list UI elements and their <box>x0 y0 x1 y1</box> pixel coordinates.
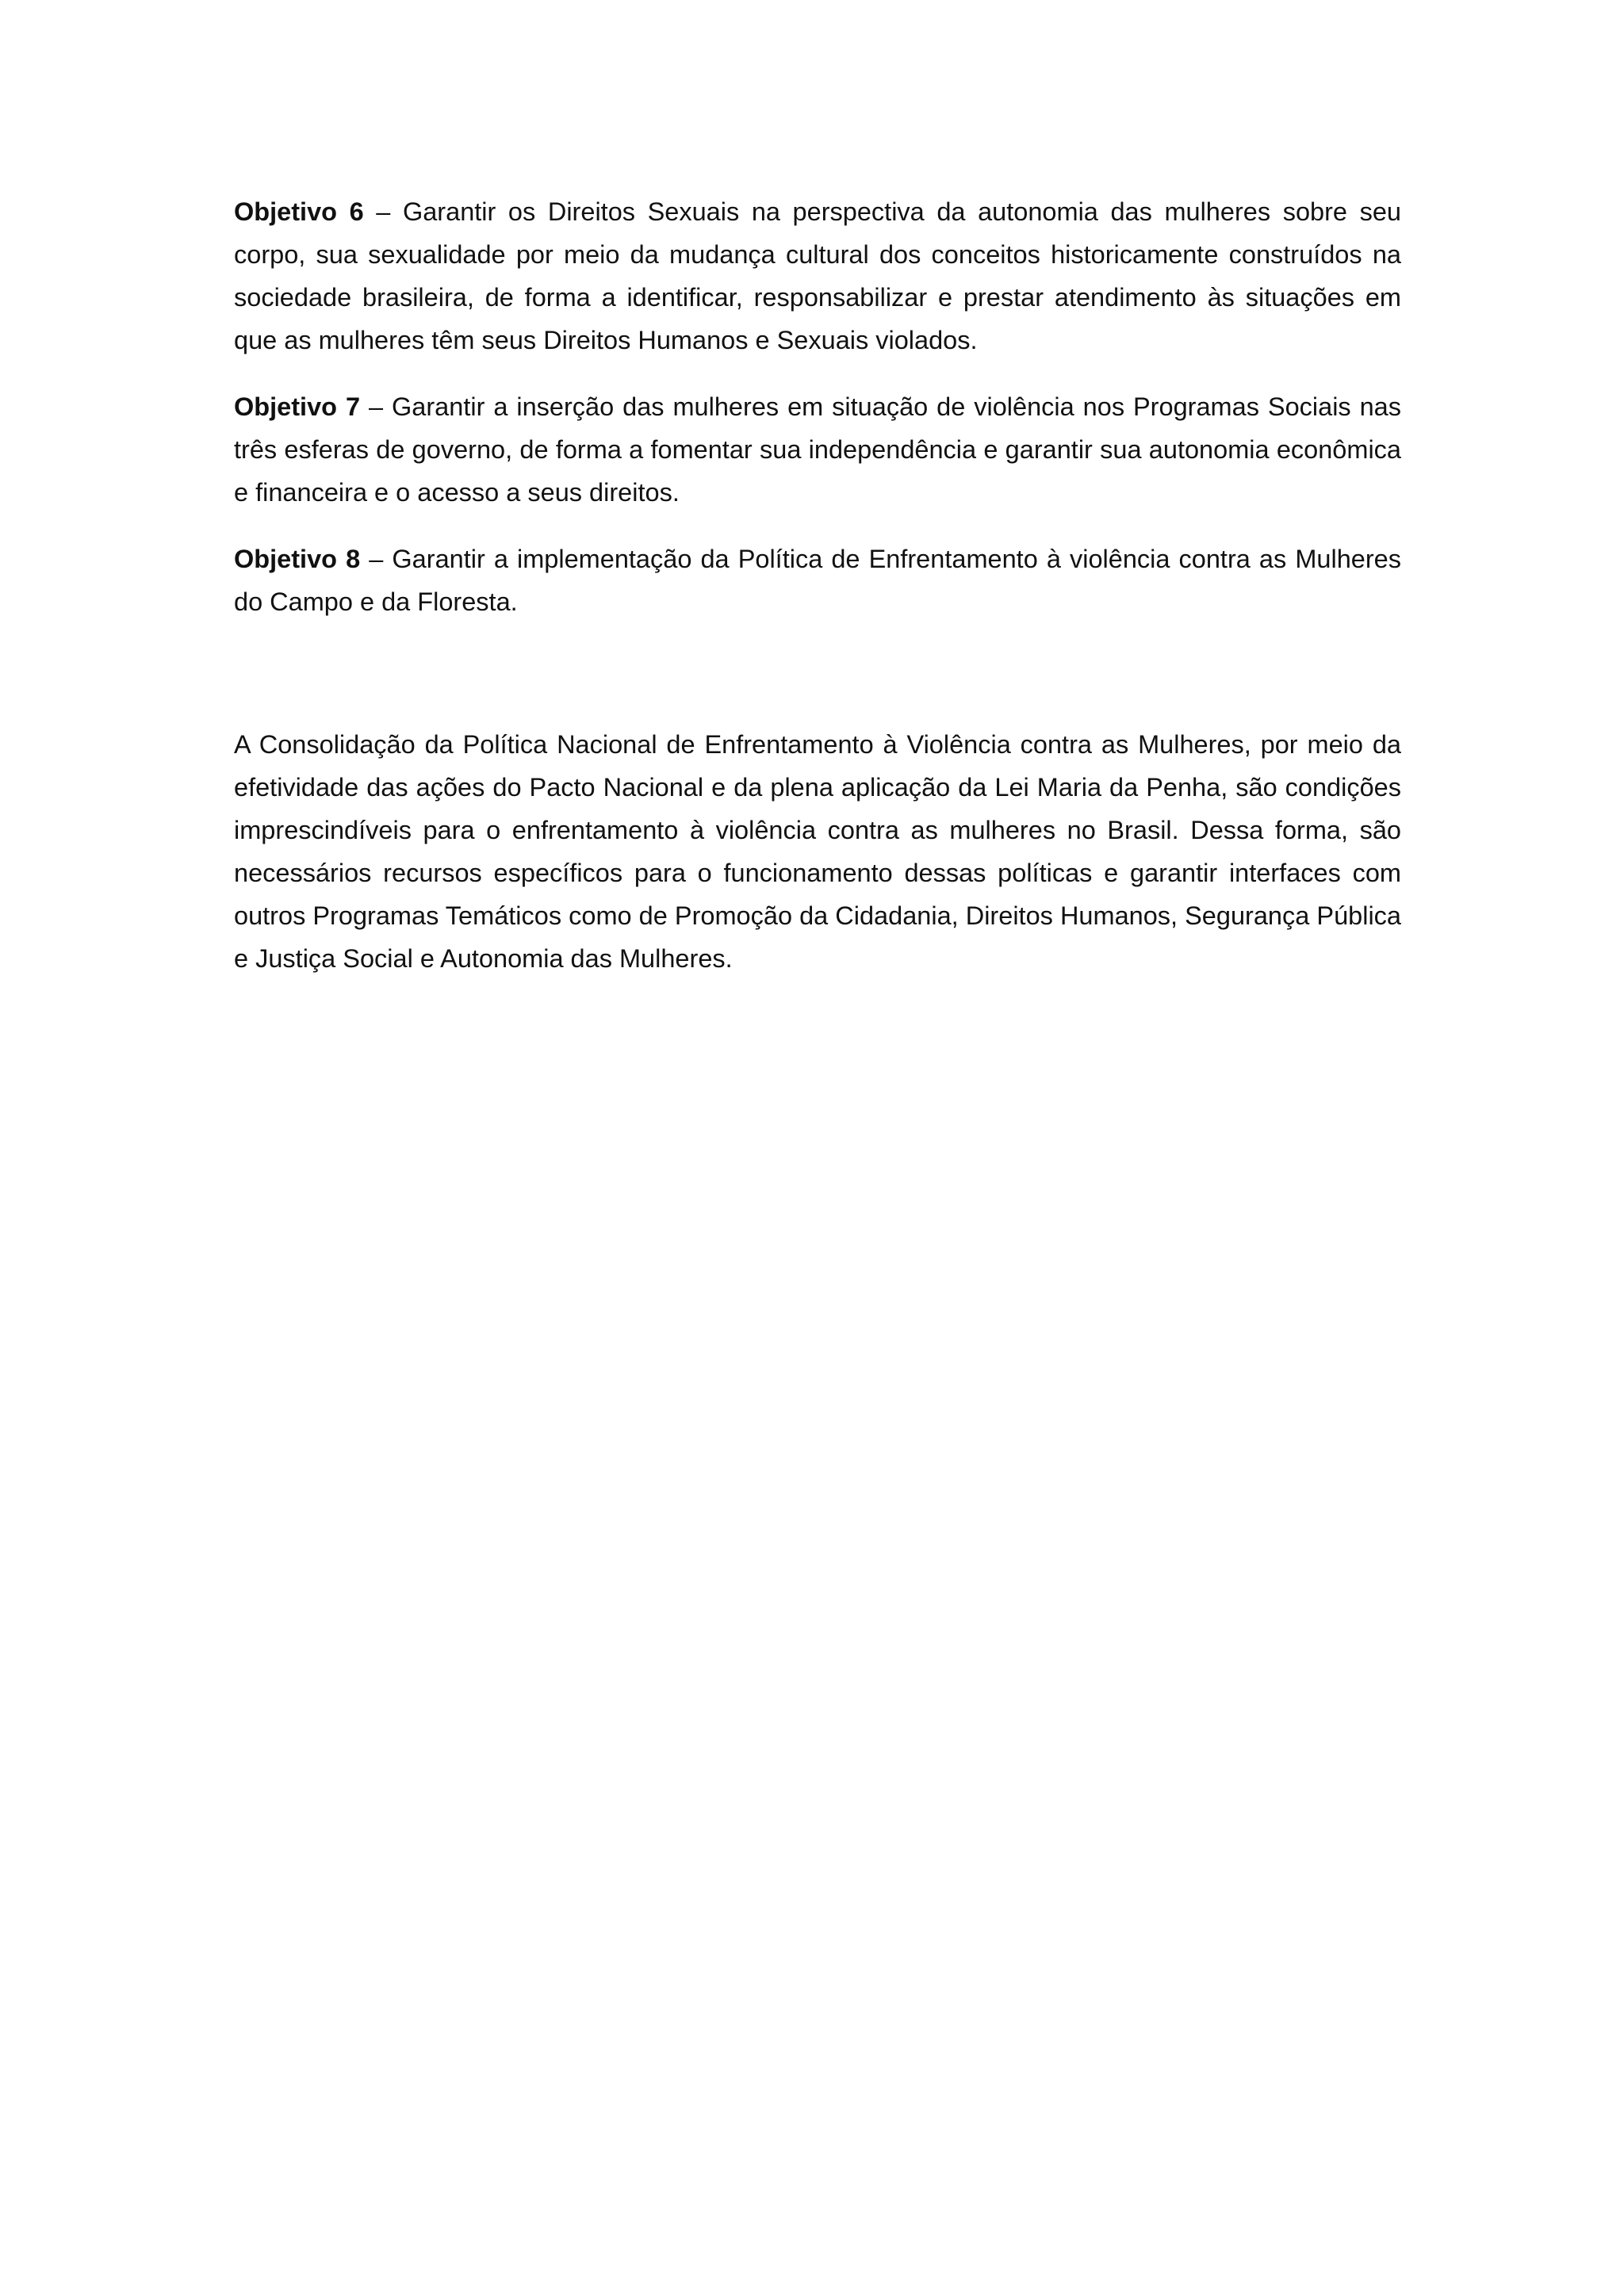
objective-8-paragraph <box>234 538 1401 623</box>
conclusion-section <box>234 723 1401 980</box>
objective-7-text: – Garantir a inserção das mulheres em situação de violência nos Programas Sociais nas três esferas de governo, de forma a fomentar sua independência e garantir sua autonomia econômica e financeira e o acesso a seus direitos. <box>234 392 1402 507</box>
objectives-section <box>234 190 1401 623</box>
objective-7-paragraph <box>234 385 1401 514</box>
objective-8-text: – Garantir a implementação da Política de Enfrentamento à violência contra as Mulheres do Campo e da Floresta. <box>234 545 1401 616</box>
objective-6-paragraph <box>234 190 1401 362</box>
conclusion-paragraph: A Consolidação da Política Nacional de Enfrentamento à Violência contra as Mulheres, por meio da efetividade das ações do Pacto Nacional e da plena aplicação da Lei Maria da Penha, são condições imprescindíveis para o enfrentamento à violência contra as mulheres no Brasil. Dessa forma, são necessários recursos específicos para o funcionamento dessas políticas e garantir interfaces com outros Programas Temáticos como de Promoção da Cidadania, Direitos Humanos, Segurança Pública e Justiça Social e Autonomia das Mulheres. <box>234 730 1401 973</box>
objective-6-text: – Garantir os Direitos Sexuais na perspectiva da autonomia das mulheres sobre seu corpo, sua sexualidade por meio da mudança cultural dos conceitos historicamente construídos na sociedade brasileira, de forma a identificar, responsabilizar e prestar atendimento às situações em que as mulheres têm seus Direitos Humanos e Sexuais violados. <box>234 197 1401 354</box>
objective-7-label: Objetivo 7 <box>234 392 361 421</box>
objective-8-label: Objetivo 8 <box>234 545 361 573</box>
objective-6-label: Objetivo 6 <box>234 197 364 226</box>
